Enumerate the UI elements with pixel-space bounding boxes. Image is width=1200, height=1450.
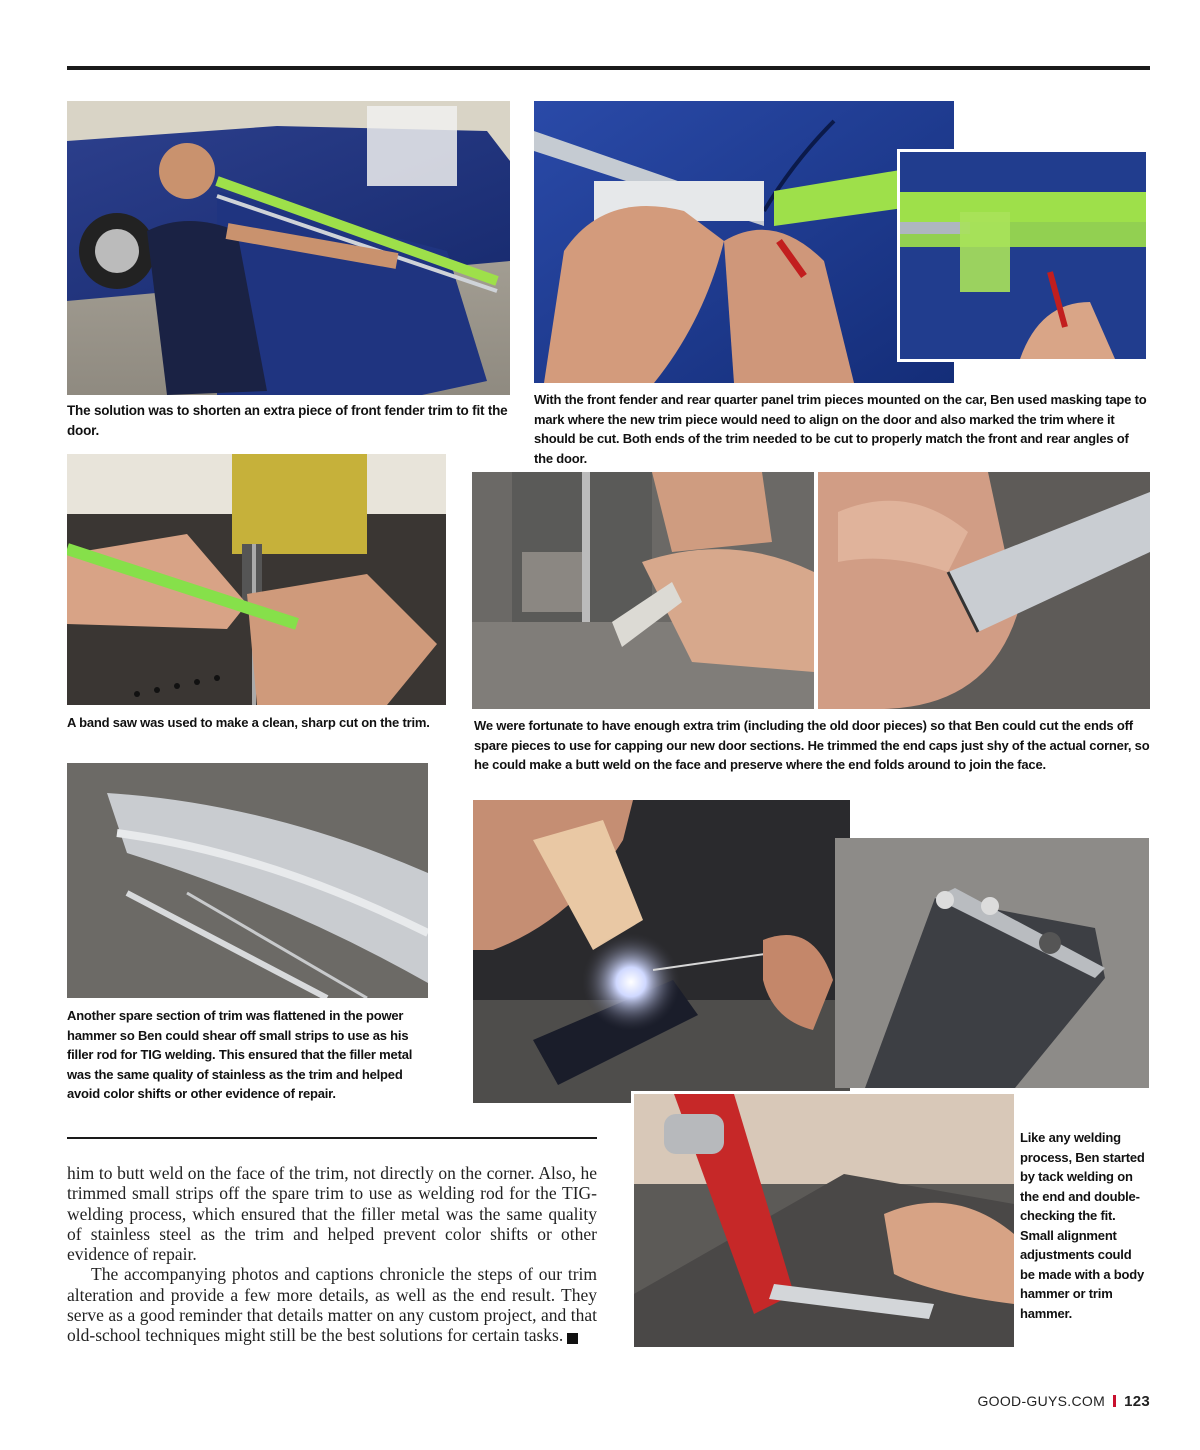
body-paragraph-2-text: The accompanying photos and captions chronicle the steps of our trim alteration and provide a few more details, as well as the end result. They serve as a good reminder that details matter on any custom project, and that old-school techniques might still be the best solutions for certain tasks. (67, 1264, 597, 1346)
goodguys-end-mark-icon: GG (567, 1333, 578, 1344)
photo-marking-trim (534, 101, 954, 383)
footer-site: GOOD-GUYS.COM (977, 1393, 1106, 1409)
article-body (67, 1163, 603, 1346)
caption-fender-trim: The solution was to shorten an extra piece of front fender trim to fit the door. (67, 403, 508, 438)
top-rule (67, 66, 1150, 70)
body-paragraph-2 (67, 1264, 603, 1346)
photo-fitting-trim-on-door (67, 101, 510, 395)
photo-tape-alignment-inset (897, 149, 1149, 362)
photo-tack-weld-closeup (835, 838, 1149, 1088)
photo-trim-hammer (631, 1091, 1014, 1347)
page-footer (977, 1393, 1150, 1410)
caption-band-saw: A band saw was used to make a clean, sharp cut on the trim. (67, 715, 430, 730)
footer-separator (1113, 1395, 1116, 1407)
photo-cutting-end-caps (472, 472, 814, 709)
body-divider-rule (67, 1137, 597, 1139)
photo-band-saw (67, 454, 446, 705)
caption-end-caps: We were fortunate to have enough extra trim (including the old door pieces) so that Ben could cut the ends off spare pieces to use for capping our new door sections. He trimmed the end caps just shy of the actual corner, so he could make a butt weld on the face and preserve where the end folds around to join the face. (474, 718, 1150, 772)
caption-filler-rod: Another spare section of trim was flattened in the power hammer so Ben could shear off small strips to use as his filler rod for TIG welding. This ensured that the filler metal was the same quality of stainless as the trim and helped avoid color shifts or other evidence of repair. (67, 1008, 413, 1101)
photo-tig-welding (473, 800, 850, 1103)
body-paragraph-1: him to butt weld on the face of the trim, not directly on the corner. Also, he trimmed small strips off the spare trim to use as welding rod for the TIG-welding process, which ensured that the filler metal was the same quality of stainless steel as the trim and helped prevent color shifts or other evidence of repair. (67, 1163, 597, 1265)
caption-masking-tape: With the front fender and rear quarter panel trim pieces mounted on the car, Ben used masking tape to mark where the new trim piece would need to align on the door and also marked the trim where it should be cut. Both ends of the trim needed to be cut to properly match the front and rear angles of the door. (534, 392, 1147, 466)
photo-flattened-trim-strips (67, 763, 428, 998)
photo-trim-end-closeup (818, 472, 1150, 709)
caption-tack-welding: Like any welding process, Ben started by tack welding on the end and double-checking the fit. Small alignment adjustments could be made with a body hammer or trim hammer. (1020, 1130, 1145, 1321)
page-number: 123 (1124, 1393, 1150, 1410)
